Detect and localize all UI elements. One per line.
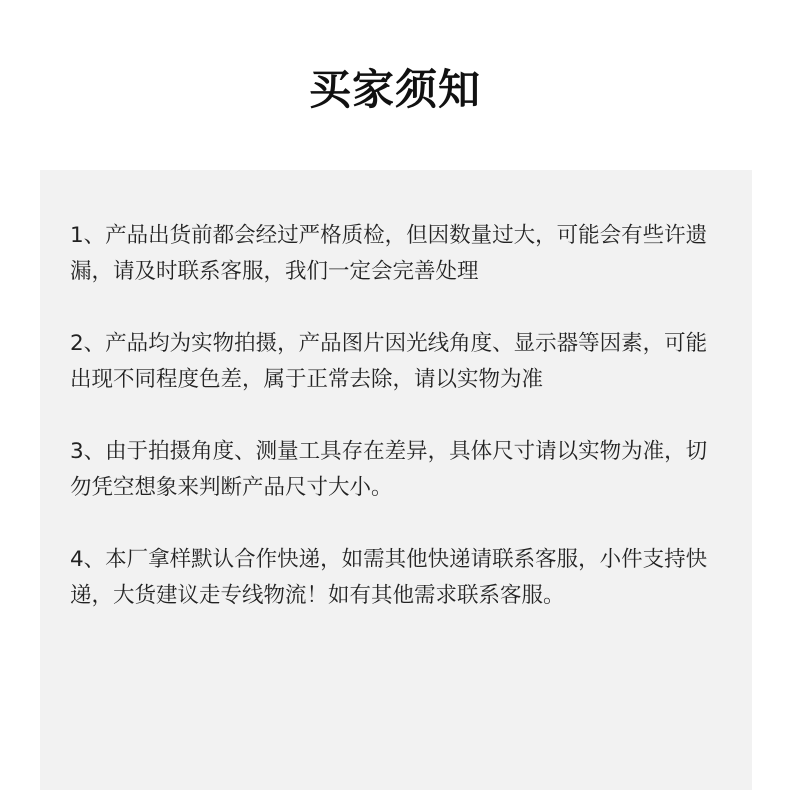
notice-item-2: 2、产品均为实物拍摄，产品图片因光线角度、显示器等因素，可能出现不同程度色差，属于正常去除，请以实物为准 [70,331,708,392]
notice-item-3: 3、由于拍摄角度、测量工具存在差异，具体尺寸请以实物为准，切勿凭空想象来判断产品尺寸大小。 [70,439,708,500]
notice-panel [40,170,752,790]
notice-item-1: 1、产品出货前都会经过严格质检，但因数量过大，可能会有些许遗漏，请及时联系客服，我们一定会完善处理 [70,223,708,284]
notice-item-4: 4、本厂拿样默认合作快递，如需其他快递请联系客服，小件支持快递，大货建议走专线物流！如有其他需求联系客服。 [70,547,708,608]
page-title: 买家须知 [308,65,481,115]
